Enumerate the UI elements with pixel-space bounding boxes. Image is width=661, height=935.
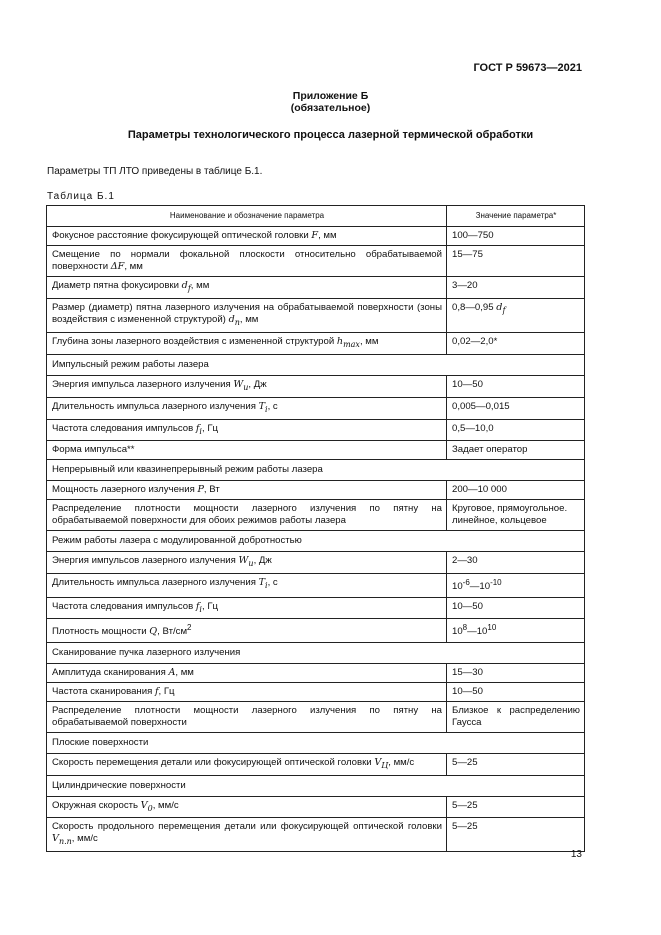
parameter-unit: , мм [359,335,379,347]
parameter-value: 15—75 [452,249,483,260]
parameter-name-cell [47,574,447,597]
table-row [47,441,585,460]
value-exponent: -6 [462,578,470,588]
parameter-name-cell [47,277,447,299]
parameter-value: 5—25 [452,756,478,768]
parameter-text: Амплитуда сканирования [52,666,169,678]
parameter-text: Диаметр пятна фокусировки [52,280,182,291]
parameter-value: Задает оператор [452,444,528,456]
parameter-value: 0,8—0,95 [452,301,497,313]
section-heading: Непрерывный или квазинепрерывный режим работы лазера [47,460,585,481]
parameter-value-cell [447,682,585,701]
parameter-text: Скорость перемещения детали или фокусирующей оптической головки [52,756,375,768]
parameter-value: 0,5—10,0 [452,422,494,434]
value-symbol-subscript: f [502,305,506,315]
table-row [47,701,585,732]
parameter-value-cell [447,818,585,852]
parameter-unit: , Дж [248,378,267,390]
parameter-name-cell [47,682,447,701]
parameter-symbol: d [228,313,235,325]
table-body [47,227,585,852]
parameter-value-cell [447,441,585,460]
table-caption: Таблица Б.1 [47,191,115,202]
parameter-symbol: f [195,600,200,612]
parameter-value-range: —10 [469,581,491,593]
parameter-text: Распределение плотности мощности лазерного излучения по пятну на обрабатываемой поверхности [52,704,442,728]
parameter-symbol: V [374,756,382,768]
table-row [47,663,585,682]
parameter-text: Размер (диаметр) пятна лазерного излучения на обрабатываемой поверхности (зоны воздействия с измененной структурой) [52,301,442,325]
parameter-symbol: h [336,335,344,347]
parameter-name-cell [47,375,447,397]
table-row [47,397,585,419]
table-row [47,481,585,500]
table-row [47,375,585,397]
parameter-symbol: f [154,685,159,697]
parameter-unit: , Вт/см [157,626,188,638]
parameter-symbol-subscript: i [265,581,268,591]
parameter-unit: , с [267,577,278,589]
parameter-symbol: T [258,577,265,589]
parameter-name-cell [47,397,447,419]
parameter-value: 3—20 [452,280,478,291]
parameter-value: 5—25 [452,799,478,811]
parameter-symbol-subscript: п.п [58,837,72,847]
parameter-symbol: Q [149,626,158,638]
section-heading: Режим работы лазера с модулированной добротностью [47,531,585,552]
parameter-text: Смещение по нормали фокальной плоскости относительно обрабатываемой поверхности [52,249,442,272]
parameter-value-cell [447,332,585,354]
parameter-value-cell [447,500,585,531]
parameter-value-cell [447,597,585,619]
parameter-unit: , Дж [253,555,272,567]
parameter-unit-superscript: 2 [187,623,192,633]
parameter-value-cell [447,397,585,419]
column-header-parameter: Наименование и обозначение параметра [47,206,447,227]
parameter-symbol: W [233,378,244,390]
parameter-symbol: f [195,422,200,434]
parameter-value: 10—50 [452,600,483,612]
parameter-value: 15—30 [452,666,483,678]
parameter-name-cell [47,332,447,354]
parameter-symbol: ΔF [110,261,125,272]
table-section-row [47,460,585,481]
value-exponent: 10 [487,623,497,633]
parameter-value-cell [447,796,585,818]
parameter-unit: , Вт [203,484,220,496]
parameter-value-cell [447,619,585,642]
column-header-value: Значение параметра* [447,206,585,227]
parameter-symbol: P [197,484,204,496]
parameter-value: 0,005—0,015 [452,400,510,412]
parameter-value: 10 [452,626,463,638]
parameter-text: Длительность импульса лазерного излучения [52,400,259,412]
parameter-value-cell [447,753,585,775]
table-section-row [47,732,585,753]
section-heading: Плоские поверхности [47,732,585,753]
parameter-value: 0,02—2,0* [452,335,498,347]
parameter-name-cell [47,419,447,441]
parameter-name-cell [47,227,447,246]
parameter-value-cell [447,298,585,332]
parameter-value-cell [447,246,585,277]
parameter-unit: , мм [190,280,210,291]
parameter-value-cell [447,701,585,732]
parameter-unit: , Гц [158,685,175,697]
parameter-unit: , мм [124,261,143,272]
table-row [47,574,585,597]
table-header-row [47,206,585,227]
intro-paragraph: Параметры ТП ЛТО приведены в таблице Б.1. [47,166,263,177]
parameter-unit: , мм [175,666,194,678]
parameter-unit: , Гц [201,422,219,434]
parameter-value-cell [447,277,585,299]
parameter-value: 2—30 [452,555,478,567]
parameter-symbol-subscript: f [187,283,191,293]
parameter-name-cell [47,818,447,852]
table-row [47,298,585,332]
parameter-value-cell [447,574,585,597]
section-heading: Цилиндрические поверхности [47,775,585,796]
parameter-value-cell [447,227,585,246]
value-symbol: d [496,301,503,313]
parameter-name-cell [47,481,447,500]
parameter-text: Плотность мощности [52,626,150,638]
parameter-unit: , мм [239,313,259,325]
parameter-unit: , с [267,400,278,412]
parameter-value-cell [447,481,585,500]
parameters-table [46,205,585,852]
parameter-value: 10—50 [452,685,483,697]
parameter-unit: , мм/с [152,799,179,811]
annex-title: Параметры технологического процесса лазерной термической обработки [127,129,534,141]
table-row [47,619,585,642]
table-row [47,500,585,531]
parameter-name-cell [47,552,447,574]
parameter-symbol-subscript: Ц [381,760,389,770]
parameter-symbol: F [311,230,319,241]
parameter-text: Частота следования импульсов [52,422,196,434]
parameter-text: Окружная скорость [52,799,141,811]
parameter-value-cell [447,663,585,682]
parameter-name-cell [47,597,447,619]
parameter-value: 10 [452,581,463,593]
page-number: 13 [570,849,582,860]
annex-status: (обязательное) [290,102,371,114]
parameter-text: Фокусное расстояние фокусирующей оптической головки [52,230,312,241]
parameter-symbol-subscript: max [343,339,360,349]
table-row [47,597,585,619]
table-section-row [47,354,585,375]
parameter-text: Скорость продольного перемещения детали или фокусирующей оптической головки [52,821,442,833]
table-section-row [47,531,585,552]
table-row [47,227,585,246]
parameter-unit: , Гц [201,600,219,612]
parameter-symbol: V [140,799,148,811]
parameter-text: Глубина зоны лазерного воздействия с измененной структурой [52,335,337,347]
annex-label: Приложение Б [292,90,369,102]
parameter-symbol: W [238,555,249,567]
parameter-text: Форма импульса** [52,444,135,456]
parameter-value: 5—25 [452,821,478,833]
parameter-text: Частота следования импульсов [52,600,196,612]
section-heading: Импульсный режим работы лазера [47,354,585,375]
table-row [47,246,585,277]
parameter-symbol-subscript: и [243,382,249,392]
table-row [47,419,585,441]
parameter-symbol: T [258,400,265,412]
table-row [47,818,585,852]
table-row [47,277,585,299]
section-heading: Сканирование пучка лазерного излучения [47,642,585,663]
parameter-symbol-subscript: i [199,604,202,614]
parameter-symbol-subscript: i [199,426,202,436]
value-exponent: -10 [490,578,502,588]
parameter-text: Энергия импульса лазерного излучения [52,378,234,390]
parameter-text: Распределение плотности мощности лазерного излучения по пятну на обрабатываемой поверхности для обоих режимов работы лазера [52,503,442,527]
parameter-text: Энергия импульсов лазерного излучения [52,555,239,567]
parameter-value-cell [447,375,585,397]
parameter-name-cell [47,246,447,277]
table-section-row [47,642,585,663]
parameter-value-cell [447,419,585,441]
parameter-name-cell [47,500,447,531]
table-row [47,796,585,818]
table-section-row [47,775,585,796]
parameter-value: 100—750 [452,230,494,241]
parameter-symbol-subscript: и [248,559,254,569]
annex-header [0,90,661,114]
parameter-symbol: A [168,666,176,678]
parameter-name-cell [47,753,447,775]
parameter-symbol-subscript: п [234,317,240,327]
parameter-name-cell [47,701,447,732]
value-exponent: 8 [462,623,468,633]
parameter-name-cell [47,663,447,682]
parameter-symbol: d [181,280,188,291]
table-row [47,552,585,574]
parameter-name-cell [47,298,447,332]
parameter-symbol: V [52,833,59,845]
parameter-symbol-subscript: 0 [147,803,153,813]
parameter-unit: , мм/с [71,833,98,845]
parameter-value: 10—50 [452,378,483,390]
table-row [47,332,585,354]
parameter-value-range: —10 [467,626,488,638]
parameter-name-cell [47,441,447,460]
parameter-text: Мощность лазерного излучения [52,484,198,496]
parameter-symbol-subscript: i [265,404,268,414]
table-row [47,753,585,775]
parameter-value-cell [447,552,585,574]
document-code: ГОСТ Р 59673—2021 [473,62,582,74]
parameter-name-cell [47,796,447,818]
parameter-value: Близкое к распределению Гаусса [452,704,580,728]
parameter-value: 200—10 000 [452,484,507,496]
parameter-unit: , мм [318,230,337,241]
parameter-name-cell [47,619,447,642]
parameter-text: Частота сканирования [52,685,155,697]
parameter-unit: , мм/с [388,756,415,768]
parameter-text: Длительность импульса лазерного излучения [52,577,259,589]
parameter-value: Круговое, прямоугольное. линейное, кольцевое [452,503,568,527]
table-row [47,682,585,701]
